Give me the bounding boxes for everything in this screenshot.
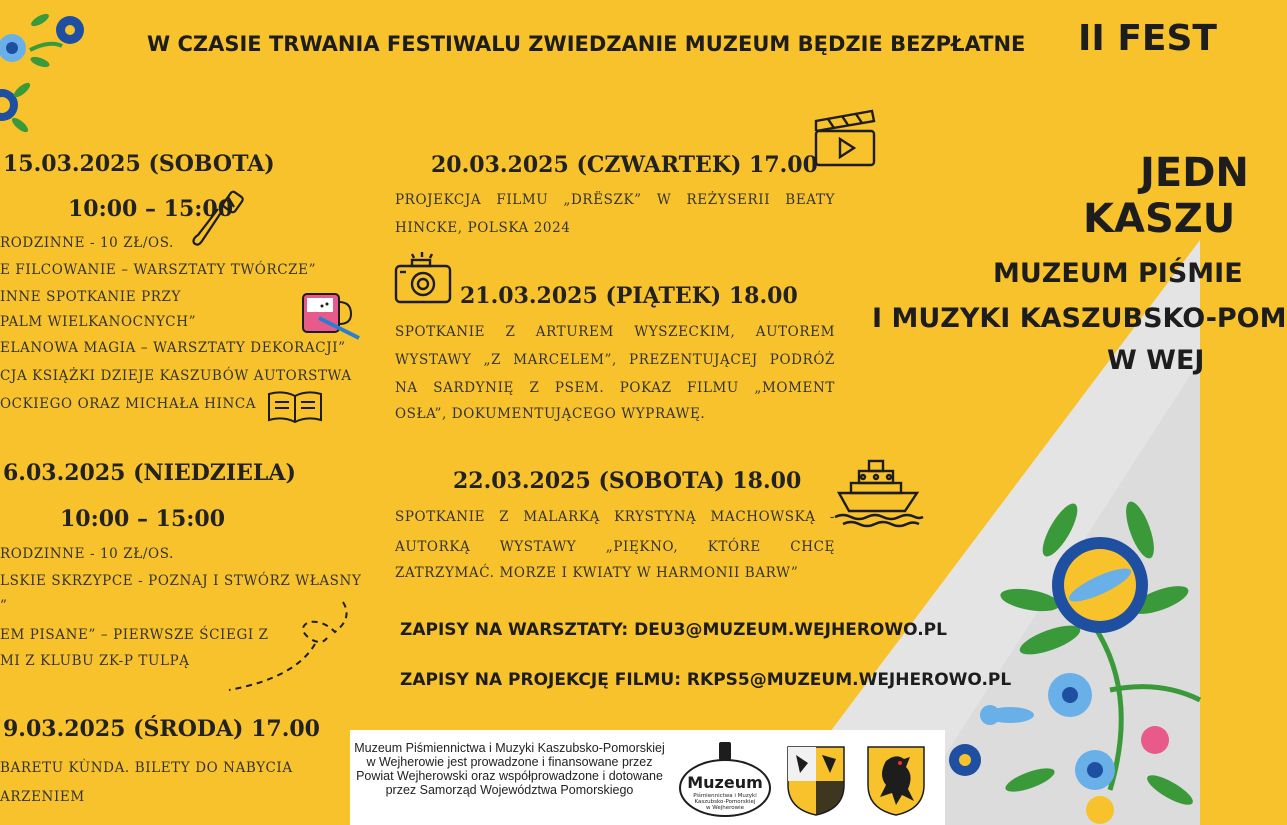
event1-line: HINCKE, POLSKA 2024 <box>395 220 571 236</box>
event2-line: SPOTKANIE Z ARTUREM WYSZECKIM, AUTOREM <box>395 324 835 340</box>
day1-line: E FILCOWANIE – WARSZTATY TWÓRCZE” <box>0 262 317 278</box>
day1-line: CJA KSIĄŻKI DZIEJE KASZUBÓW AUTORSTWA <box>0 368 352 384</box>
museum-logo <box>675 740 775 820</box>
paintbrush-icon <box>188 187 253 252</box>
day3-line: BARETU KÙNDA. BILETY DO NABYCIA <box>0 760 293 776</box>
museum-logo-title: Muzeum <box>687 773 763 792</box>
day1-line: INNE SPOTKANIE PRZY <box>0 289 182 305</box>
event2-line: NA SARDYNIĘ Z PSEM. POKAZ FILMU „MOMENT <box>395 380 835 396</box>
floral-corner-top-left <box>0 0 95 150</box>
event2-line: OSŁA”, DOKUMENTUJĄCEGO WYPRAWĘ. <box>395 406 706 422</box>
festival-subtitle-1: JEDN <box>1140 150 1249 196</box>
ship-icon <box>833 455 925 527</box>
event3-date: 22.03.2025 (SOBOTA) 18.00 <box>453 468 802 494</box>
kashubian-floral-ornament <box>940 490 1200 825</box>
signup-film-email[interactable]: ZAPISY NA PROJEKCJĘ FILMU: RKPS5@MUZEUM.WEJHEROWO.PL <box>400 670 1012 690</box>
day1-line: PALM WIELKANOCNYCH” <box>0 314 197 330</box>
day2-line: RODZINNE - 10 ZŁ/OS. <box>0 546 174 562</box>
event1-line: PROJEKCJA FILMU „DRËSZK” W REŻYSERII BEATY <box>395 192 835 208</box>
pomorskie-griffin-crest <box>866 745 926 817</box>
festival-subtitle-2: KASZU <box>1083 196 1236 242</box>
museum-logo-sub1: Piśmiennictwa i Muzyki <box>693 793 757 799</box>
museum-name-1: MUZEUM PIŚMIE <box>993 258 1243 289</box>
film-clapperboard-icon <box>812 107 878 169</box>
day2-line: LSKIE SKRZYPCE - POZNAJ I STWÓRZ WŁASNY <box>0 573 362 589</box>
camera-icon <box>392 250 454 306</box>
footer-funding-text: Muzeum Piśmiennictwa i Muzyki Kaszubsko-Pomorskiej w Wejherowie jest prowadzone i finansowane przez Powiat Wejherowski oraz współprowadzone i dotowane przez Samorząd Województwa Pomorskiego <box>354 741 665 797</box>
day3-line: ARZENIEM <box>0 789 85 805</box>
museum-name-2: I MUZYKI KASZUBSKO-POM <box>872 303 1287 334</box>
day2-time: 10:00 – 15:00 <box>60 506 226 532</box>
day2-line: EM PISANE” – PIERWSZE ŚCIEGI Z <box>0 627 269 643</box>
museum-name-3: W WEJ <box>1107 345 1205 376</box>
day1-line: ELANOWA MAGIA – WARSZTATY DEKORACJI” <box>0 340 346 356</box>
dashed-heart-decoration <box>215 598 355 698</box>
event3-line: ZATRZYMAĆ. MORZE I KWIATY W HARMONII BARW” <box>395 565 799 581</box>
event3-line: AUTORKĄ WYSTAWY „PIĘKNO, KTÓRE CHCĘ <box>395 539 835 555</box>
museum-logo-sub2: Kaszubsko-Pomorskiej <box>694 799 756 805</box>
event2-date: 21.03.2025 (PIĄTEK) 18.00 <box>460 283 798 309</box>
museum-logo-sub3: w Wejherowie <box>705 805 745 811</box>
event1-date: 20.03.2025 (CZWARTEK) 17.00 <box>431 152 818 178</box>
signup-workshops-email[interactable]: ZAPISY NA WARSZTATY: DEU3@MUZEUM.WEJHEROWO.PL <box>400 620 947 640</box>
event2-line: WYSTAWY „Z MARCELEM”, PREZENTUJĄCEJ PODRÓŻ <box>395 352 835 368</box>
day1-time: 10:00 – 15:00 <box>68 196 234 222</box>
banner-free-entry: W CZASIE TRWANIA FESTIWALU ZWIEDZANIE MUZEUM BĘDZIE BEZPŁATNE <box>147 32 1026 56</box>
day2-line: MI Z KLUBU ZK-P TULPĄ <box>0 653 190 669</box>
day1-line: OCKIEGO ORAZ MICHAŁA HINCA <box>0 396 257 412</box>
day3-date: 9.03.2025 (ŚRODA) 17.00 <box>3 716 320 742</box>
wejherowo-county-crest <box>786 745 846 817</box>
festival-title: II FEST <box>1078 18 1217 59</box>
event3-line: SPOTKANIE Z MALARKĄ KRYSTYNĄ MACHOWSKĄ - <box>395 509 835 525</box>
decorating-mug-icon <box>297 288 363 343</box>
day1-date: 15.03.2025 (SOBOTA) <box>3 151 275 177</box>
book-icon <box>265 388 325 426</box>
day1-line: RODZINNE - 10 ZŁ/OS. <box>0 235 174 251</box>
day2-line: ” <box>0 598 8 614</box>
day2-date: 6.03.2025 (NIEDZIELA) <box>3 460 296 486</box>
